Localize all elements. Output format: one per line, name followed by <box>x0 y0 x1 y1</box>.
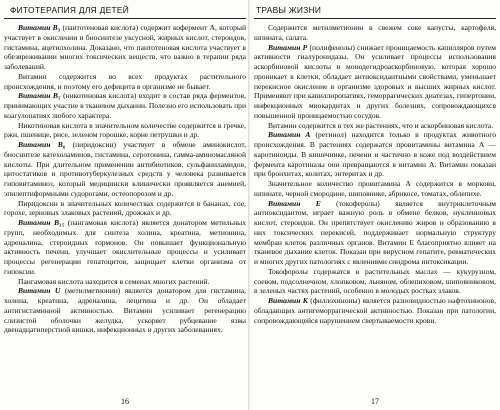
paragraph <box>4 91 246 120</box>
paragraph-text: Витамин содержится во всех продуктах растительного происхождения, и поэтому его дефицита в организме не бывает. <box>4 71 246 91</box>
page-number-left: 16 <box>121 397 129 406</box>
paragraph <box>254 296 496 325</box>
paragraph-text: Никотиновая кислота в значительном количестве содержится в гречке, ржи, пшенице, рисе, зеленом горошке, корне петрушки и др. <box>4 120 246 140</box>
paragraph-text: (метилметионин) является донатором для гистамина, холина, креатина, адреналина, лецитина и др. Он обладает антигистаминной активностью. Витамин усиливает регенерацию слизистой оболочки желудка, ускоряет рубцевание язвы двенадцатиперстной кишки, инфекционных и других заболеваниях. <box>4 286 246 335</box>
paragraph <box>4 140 246 199</box>
paragraph-lead: Витамин К <box>268 296 308 305</box>
paragraph <box>4 23 246 72</box>
paragraph-lead: Витамин А <box>268 130 311 140</box>
paragraph-text: (пантотеновая кислота) содержит кофермент А, который участвует в окислении и биосинтезе уксусной, жирных кислот, стероидов, гистамина, ацетилхолина. Доказано, что пантотеновая кислота участвует в обезвреживании многих токсических веществ, что важно в терапии ряда заболеваний. <box>4 23 246 71</box>
paragraph <box>4 121 246 141</box>
paragraph-text: Значительное количество провитамина А содержится в моркови, шпинате, черной смородине, шиповнике, абрикосе, томатах, облепихе. <box>254 179 496 198</box>
right-page <box>254 0 496 410</box>
paragraph-text: (токоферолы) является внутриклеточным антиоксидантом, играет важную роль в обмене белков, нуклеиновых кислот, стероидов. Он препятствует окислению жиров и образованию в них токсических перекисей, поддерживает нормальную структуру мембран клеток различных органов. Витамин Е благоприятно влияет на тканевое дыхание клеток. Показан при вирусном гепатите, ревматических и многих других патологиях с явлениями синдрома интоксикации. <box>254 198 496 266</box>
paragraph <box>4 277 246 287</box>
paragraph-text: (полифенолы) снижает проницаемость капилляров путем активности гиалуронидазы. Он усиливает процессы использования аскорбиновой кислоты в монодегидроаскорбиновую, которая хорошо проникает в клетки, обладает антиоксидантными свойствами, уменьшает перекисное окисление в организме здоровых и высших жирных кислот. Применяют при капиллиропатиях, геморрагических диатезах, гипертонии, инфекционных миокардитах и других болезнях, сопровождающихся повышенной проницаемостью сосудов. <box>254 42 496 120</box>
paragraph <box>4 286 246 335</box>
paragraph-text: (никотиновая кислота) входит в состав ряда ферментов, принимающих участие в тканевом дыхании. Полезно его использовать при коагулопатиях любого характера. <box>4 91 246 120</box>
paragraph-text: (филлохиноны) является разновидностью нафтохинонов, обладающих антигеморрагической активностью. Показан при патологии, сопровождающейся нарушением свертываемости крови. <box>254 296 496 325</box>
paragraph <box>254 130 496 179</box>
paragraph-text: (пангамовая кислота) является донатором метильных групп, необходимых для синтеза холина, креатина, метионина, адреналина, стероидных гормонов. Он повышает функциональную активность печени, улучшает окислительные процессы и усиливает процессы регенерации гепатоцитов, защищает клетки организма от гипоксии. <box>4 218 246 276</box>
left-page-body <box>4 23 246 335</box>
paragraph <box>254 121 496 131</box>
paragraph <box>254 179 496 199</box>
paragraph-lead: Витамин В₃ <box>18 23 61 32</box>
paragraph-text: Витамин содержится в тех же растениях, что и аскорбиновая кислота. <box>268 120 494 130</box>
paragraph-lead: Витамин В₅ <box>18 91 61 101</box>
paragraph-text: Токофоролы содержатся в растительных маслах — кукурузном, соевом, подсолнечном, хлопковом, льняном, облепиховом, шиповниковом, в зеленых частях растений, особенно в молодых ростках злаков. <box>254 266 496 296</box>
paragraph-text: Содержится метилметионин в свежем соке капусты, картофеля, шпината, салата. <box>254 23 496 42</box>
paragraph <box>254 43 496 121</box>
paragraph <box>254 267 496 296</box>
paragraph-lead: Витамин В₆ <box>18 140 66 149</box>
paragraph-lead: Витамин Е <box>268 198 321 208</box>
paragraph <box>4 72 246 92</box>
paragraph-lead: Витамин U <box>18 286 61 296</box>
paragraph <box>4 199 246 219</box>
page-number-right: 17 <box>371 397 379 406</box>
paragraph-lead: Витамин В₁₅ <box>18 218 65 227</box>
paragraph <box>254 199 496 267</box>
right-page-body <box>254 23 496 325</box>
paragraph-lead: Витамин Р <box>268 42 308 52</box>
paragraph-text: Пиридоксин в значительных количествах содержится в бананах, сое, горохе, зерновых злаковых растений, дрожжах и др. <box>4 198 246 218</box>
paragraph <box>254 23 496 43</box>
running-header-left: ФИТОТЕРАПИЯ ДЛЯ ДЕТЕЙ <box>4 4 246 19</box>
paragraph-text: (ретинол) находится только в продуктах животного происхождения. В растениях содержатся провитамины витамина А — каротиноиды. В кишечнике, печени и частично в коже под воздействием фермента каротиназы они превращаются в витамин А. Витамин показан при бронхитах, колитах, энтеритах и др. <box>254 130 496 179</box>
left-page <box>4 0 246 410</box>
paragraph-text: Пангамовая кислота находится в семенах многих растений. <box>18 276 210 286</box>
paragraph <box>4 218 246 277</box>
book-gutter <box>248 0 250 410</box>
paragraph-text: (пиридоксин) участвует в обмене аминокислот, биосинтезе катехоламинов, гистамина, серотонина, гамма-аминомасляной кислоты. При длительном применении антибиотиков, сульфаниламидов, цитостатиков и противотуберкулезных средств у человека развивается гиповитаминоз, который медицински клинически проявляется анемией, эпилептиформными судорогами, остеопорозом и др. <box>4 140 246 198</box>
running-header-right: ТРАВЫ ЖИЗНИ <box>254 4 496 19</box>
